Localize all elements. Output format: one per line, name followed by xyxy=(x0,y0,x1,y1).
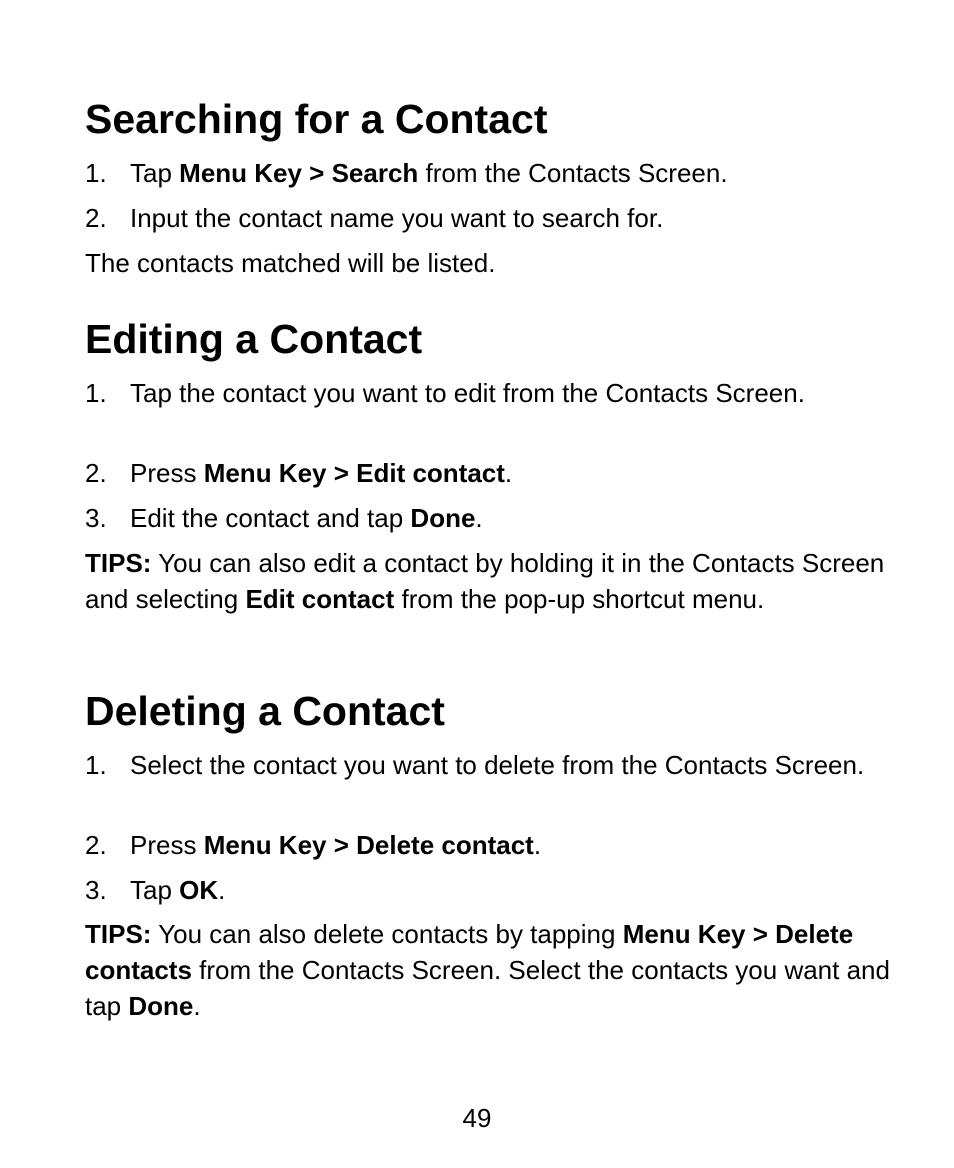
delete-step-2 xyxy=(85,827,895,863)
edit-tips: TIPS: You can also edit a contact by holding it in the Contacts Screen and selecting Edit contact from the pop-up shortcut menu. xyxy=(85,548,885,614)
delete-contacts-label: Menu Key > Delete contacts xyxy=(85,919,854,985)
done-label: Done xyxy=(128,991,194,1021)
step-number: 3. xyxy=(85,875,107,905)
tips-label: TIPS: xyxy=(85,548,152,578)
step-text: Press Menu Key > Delete contact. xyxy=(130,830,542,860)
step-number: 1. xyxy=(85,378,107,408)
menu-path: Menu Key > Delete contact xyxy=(203,830,534,860)
step-text: Select the contact you want to delete from the Contacts Screen. xyxy=(130,750,865,780)
tips-label: TIPS: xyxy=(85,919,152,949)
search-step-1 xyxy=(85,155,895,191)
edit-step-2 xyxy=(85,455,895,491)
step-text: Tap OK. xyxy=(130,875,226,905)
menu-path: Menu Key > Search xyxy=(179,158,419,188)
heading-searching-contact: Searching for a Contact xyxy=(85,96,548,142)
step-text: Tap Menu Key > Search from the Contacts Screen. xyxy=(130,158,728,188)
step-text: Tap the contact you want to edit from the Contacts Screen. xyxy=(130,378,805,408)
delete-step-3 xyxy=(85,872,895,908)
step-number: 1. xyxy=(85,158,107,188)
heading-deleting-contact: Deleting a Contact xyxy=(85,688,445,734)
heading-editing-contact: Editing a Contact xyxy=(85,316,423,362)
step-text: Input the contact name you want to search for. xyxy=(130,203,664,233)
step-text: Edit the contact and tap Done. xyxy=(130,503,483,533)
step-number: 2. xyxy=(85,203,107,233)
search-step-2 xyxy=(85,200,895,236)
search-result-note: The contacts matched will be listed. xyxy=(85,248,496,278)
page-number: 49 xyxy=(462,1103,492,1133)
done-label: Done xyxy=(410,503,476,533)
step-number: 2. xyxy=(85,830,107,860)
edit-step-3 xyxy=(85,500,895,536)
step-text: Press Menu Key > Edit contact. xyxy=(130,458,513,488)
delete-tips: TIPS: You can also delete contacts by tapping Menu Key > Delete contacts from the Contacts Screen. Select the contacts you want and tap Done. xyxy=(85,919,890,1021)
edit-step-1 xyxy=(85,375,895,411)
step-number: 1. xyxy=(85,750,107,780)
ok-label: OK xyxy=(179,875,219,905)
edit-contact-label: Edit contact xyxy=(245,584,395,614)
step-number: 2. xyxy=(85,458,107,488)
step-number: 3. xyxy=(85,503,107,533)
delete-step-1 xyxy=(85,747,895,783)
menu-path: Menu Key > Edit contact xyxy=(203,458,505,488)
